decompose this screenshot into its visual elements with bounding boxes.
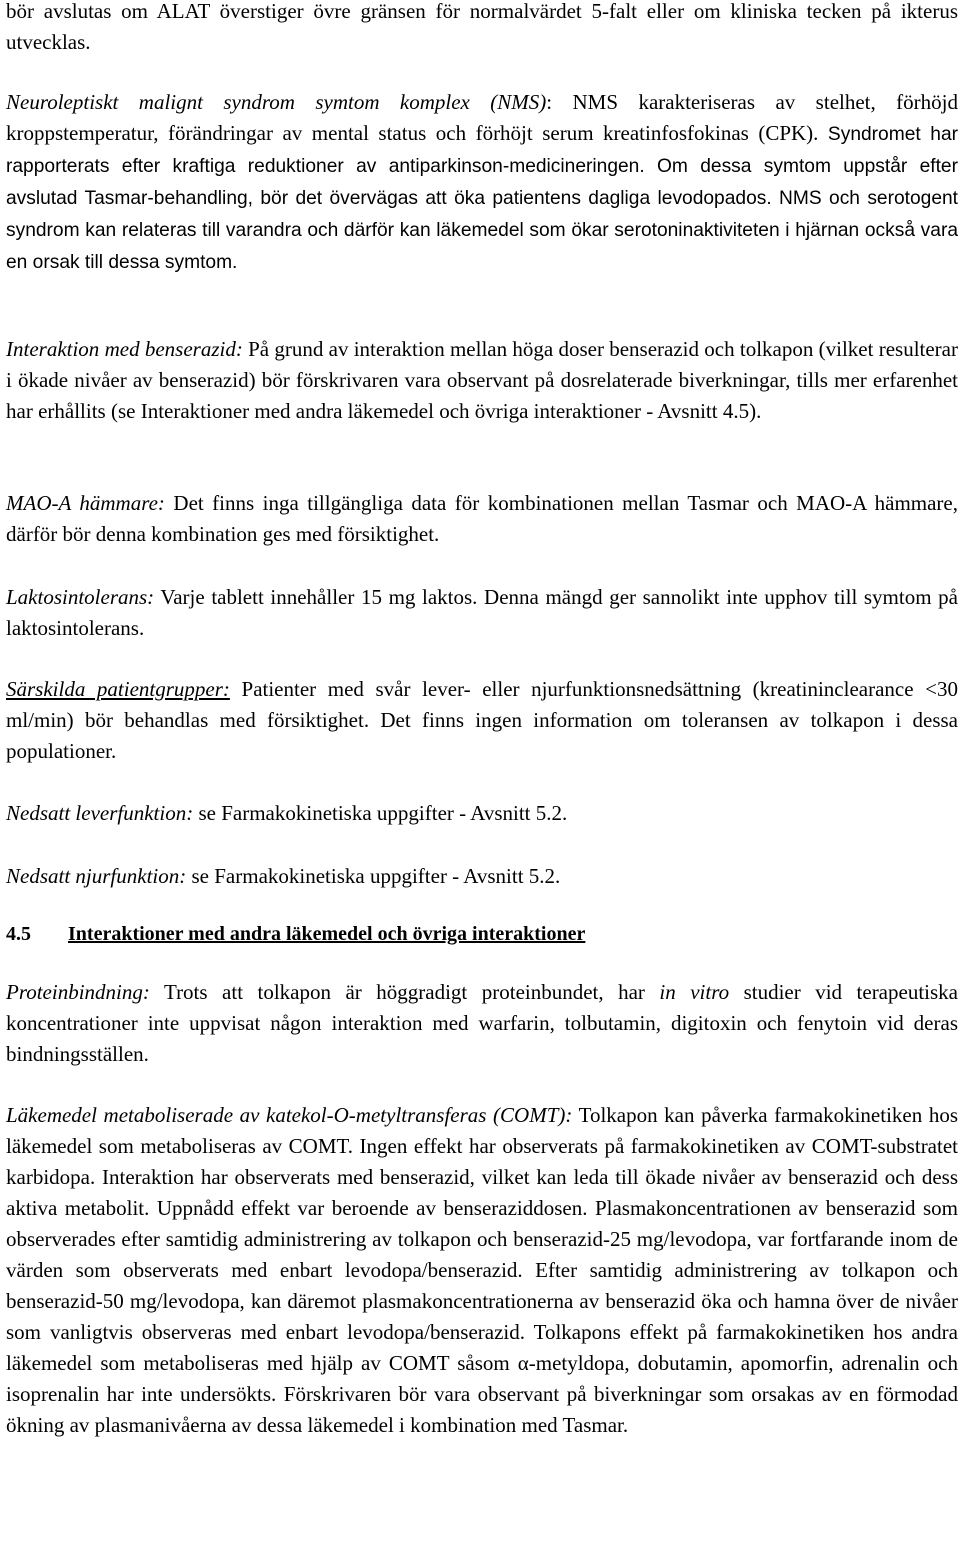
alat-text: bör avslutas om ALAT överstiger övre gränsen för normalvärdet 5-falt eller om kliniska tecken på ikterus utvecklas. xyxy=(6,0,958,54)
benserazid-label: Interaktion med benserazid: xyxy=(6,337,243,361)
paragraph-benserazid-interaction xyxy=(6,334,958,427)
sarskilda-label: Särskilda patientgrupper: xyxy=(6,677,230,701)
benserazid-text: På grund av interaktion mellan höga doser benserazid och tolkapon (vilket resulterar i ökade nivåer av benserazid) bör förskrivaren vara observant på dosrelaterade biverkningar, tills mer erfarenhet har erhållits (se Interaktioner med andra läkemedel och övriga interaktioner - Avsnitt 4.5). xyxy=(6,337,958,423)
protein-in-vitro: in vitro xyxy=(659,980,730,1004)
paragraph-sarskilda-patientgrupper xyxy=(6,674,958,767)
paragraph-comt xyxy=(6,1100,958,1441)
paragraph-alat-continuation xyxy=(6,0,958,58)
nms-label: Neuroleptiskt malignt syndrom symtom komplex (NMS) xyxy=(6,90,547,114)
paragraph-nms xyxy=(6,87,958,278)
comt-text: Tolkapon kan påverka farmakokinetiken hos läkemedel som metaboliseras av COMT. Ingen effekt har observerats på farmakokinetiken av COMT-substratet karbidopa. Interaktion har observerats med benserazid, vilket kan leda till ökade nivåer av benserazid och dess aktiva metabolit. Uppnådd effekt var beroende av benseraziddosen. Plasmakoncentrationen av benserazid som observerades efter samtidig administrering av tolkapon och benserazid-25 mg/levodopa, var fortfarande inom de värden som observerats med enbart levodopa/benserazid. Efter samtidig administrering av tolkapon och benserazid-50 mg/levodopa, kan däremot plasmakoncentrationerna av benserazid öka och hamna över de nivåer som vanligtvis observeras med enbart levodopa/benserazid. Tolkapons effekt på farmakokinetiken hos andra läkemedel som metaboliseras med hjälp av COMT såsom α-metyldopa, dobutamin, apomorfin, adrenalin och isoprenalin har inte undersökts. Förskrivaren bör vara observant på biverkningar som orsakas av en förmodad ökning av plasmanivåerna av dessa läkemedel i kombination med Tasmar. xyxy=(6,1103,958,1437)
protein-text-1: Trots att tolkapon är höggradigt proteinbundet, har xyxy=(149,980,660,1004)
protein-label: Proteinbindning: xyxy=(6,980,150,1004)
paragraph-laktosintolerans xyxy=(6,582,958,644)
comt-label: Läkemedel metaboliserade av katekol-O-metyltransferas (COMT): xyxy=(6,1103,573,1127)
lever-text: se Farmakokinetiska uppgifter - Avsnitt 5.2. xyxy=(193,801,568,825)
lever-label: Nedsatt leverfunktion: xyxy=(6,801,194,825)
protein-text-2: studier vid terapeutiska koncentrationer inte uppvisat någon interaktion med warfarin, tolbutamin, digitoxin och fenytoin vid deras bindningsställen. xyxy=(6,980,958,1066)
section-heading xyxy=(6,919,958,950)
mao-a-text: Det finns inga tillgängliga data för kombinationen mellan Tasmar och MAO-A hämmare, därför bör denna kombination ges med försiktighet. xyxy=(6,491,958,546)
paragraph-nedsatt-leverfunktion xyxy=(6,798,958,829)
nms-text-serif: : NMS karakteriseras av stelhet, förhöjd kroppstemperatur, förändringar av mental status och förhöjt serum kreatinfosfokinas (CPK). xyxy=(6,90,958,145)
njur-label: Nedsatt njurfunktion: xyxy=(6,864,187,888)
nms-text-sans: Syndromet har rapporterats efter kraftiga reduktioner av antiparkinson-medicineringen. Om dessa symtom uppstår efter avslutad Tasmar-behandling, bör det övervägas att öka patientens dagliga levodopados. NMS och serotogent syndrom kan relateras till varandra och därför kan läkemedel som ökar serotoninaktiviteten i hjärnan också vara en orsak till dessa symtom. xyxy=(6,124,959,273)
section-number: 4.5 xyxy=(6,923,31,945)
paragraph-mao-a xyxy=(6,488,958,550)
sarskilda-text: Patienter med svår lever- eller njurfunktionsnedsättning (kreatininclearance <30 ml/min) bör behandlas med försiktighet. Det finns ingen information om toleransen av tolkapon i dessa populationer. xyxy=(6,677,958,763)
section-title: Interaktioner med andra läkemedel och övriga interaktioner xyxy=(68,923,586,945)
paragraph-proteinbindning xyxy=(6,977,958,1070)
laktos-text: Varje tablett innehåller 15 mg laktos. Denna mängd ger sannolikt inte upphov till symtom på laktosintolerans. xyxy=(6,585,958,640)
njur-text: se Farmakokinetiska uppgifter - Avsnitt 5.2. xyxy=(186,864,561,888)
mao-a-label: MAO-A hämmare: xyxy=(6,491,165,515)
paragraph-nedsatt-njurfunktion xyxy=(6,861,958,892)
laktos-label: Laktosintolerans: xyxy=(6,585,155,609)
